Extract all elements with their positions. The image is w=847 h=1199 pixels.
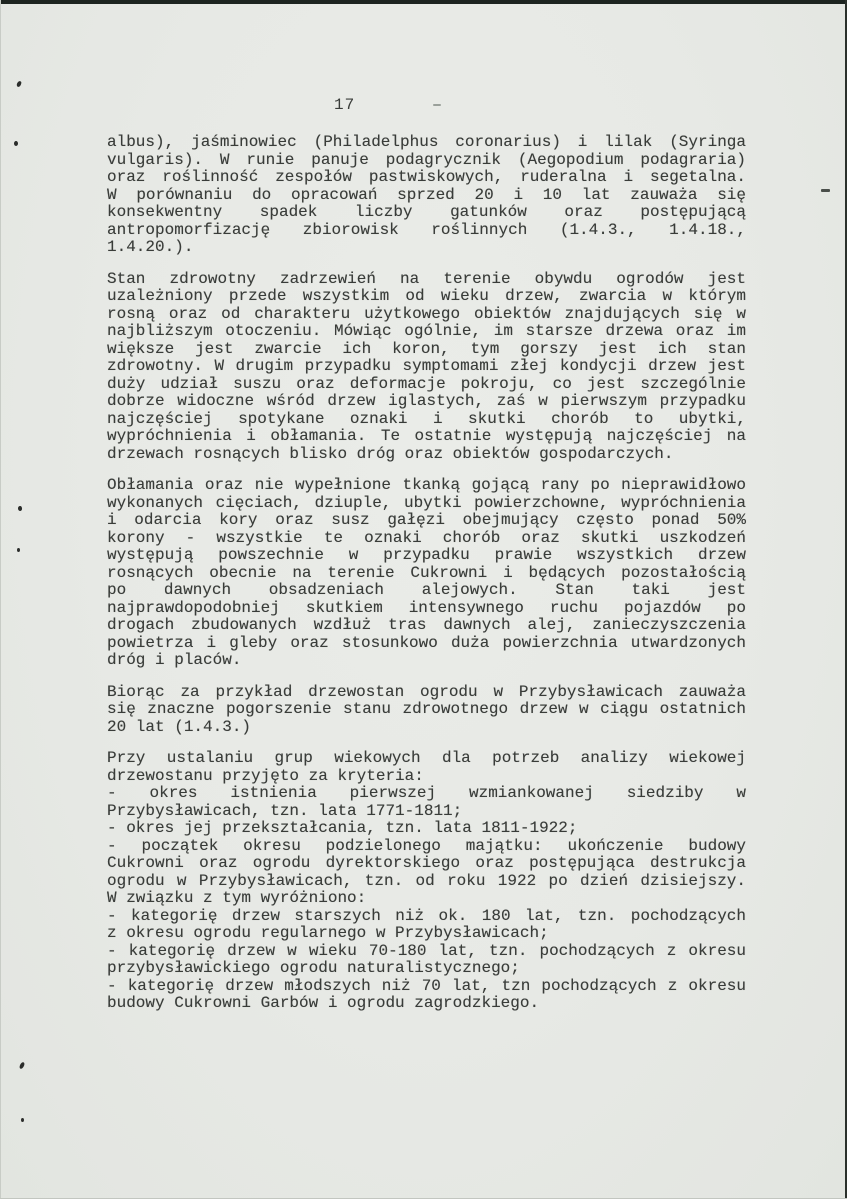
text-line: Cukrowni oraz ogrodu dyrektorskiego oraz postępująca destrukcja [107, 854, 746, 872]
text-line: 1.4.20.). [107, 238, 194, 256]
text-line: najprawdopodobniej skutkiem intensywnego ruchu pojazdów po [107, 598, 746, 617]
text-line: drzewostanu przyjęto za kryteria: [107, 766, 424, 785]
text-line: najczęściej spotykane oznaki i skutki chorób to ubytki, [107, 409, 746, 428]
page-number: 17 [334, 96, 356, 114]
text-line: ogrodu w Przybysławicach, tzn. od roku 1922 po dzień dzisiejszy. [107, 871, 746, 890]
text-line: - kategorię drzew w wieku 70-180 lat, tzn. pochodzących z okresu [107, 941, 746, 960]
text-line: konsekwentny spadek liczby gatunków oraz postępującą [107, 203, 746, 221]
text-line: - okres istnienia pierwszej wzmiankowanej siedziby w [107, 784, 746, 802]
ink-speck [19, 1062, 25, 1070]
text-line: powietrza i gleby oraz stosunkowo duża powierzchnia utwardzonych [107, 633, 746, 652]
text-line: przybysławickiego ogrodu naturalistycznego; [107, 959, 520, 977]
text-line: po dawnych obsadzeniach alejowych. Stan taki jest [107, 581, 746, 599]
text-line: drogach zbudowanych wzdłuż tras dawnych alej, zanieczyszczenia [107, 616, 746, 634]
text-line: i odarcia kory oraz susz gałęzi obejmujący często ponad 50% [107, 511, 746, 529]
text-line: duży udział suszu oraz deformacje pokroju, co jest szczególnie [107, 374, 746, 393]
paragraph [107, 684, 746, 737]
text-line: korony - wszystkie te oznaki chorób oraz skutki uszkodzeń [107, 528, 746, 547]
text-line: się znaczne pogorszenie stanu zdrowotnego drzew w ciągu ostatnich [107, 700, 746, 718]
text-line: większe jest zwarcie ich koron, tym gorszy jest ich stan [107, 339, 746, 358]
text-line: W porównaniu do opracowań sprzed 20 i 10 lat zauważa się [107, 185, 746, 204]
ink-speck [14, 141, 18, 146]
text-line: najbliższym otoczeniu. Mówiąc ogólnie, im starsze drzewa oraz im [107, 322, 746, 340]
text-line: oraz roślinność zespołów pastwiskowych, ruderalna i segetalna. [107, 168, 746, 186]
paragraph [107, 750, 746, 1013]
text-line: Biorąc za przykład drzewostan ogrodu w Przybysławicach zauważa [107, 682, 746, 701]
text-line: wykonanych cięciach, dziuple, ubytki powierzchowne, wypróchnienia [107, 493, 746, 512]
text-line: albus), jaśminowiec (Philadelphus coronarius) i lilak (Syringa [107, 133, 746, 151]
text-line: dróg i placów. [107, 651, 242, 669]
text-line: Przybysławicach, tzn. lata 1771-1811; [107, 801, 463, 820]
scan-edge-left [0, 0, 1, 1199]
text-line: 20 lat (1.4.3.) [107, 717, 252, 736]
text-line: Obłamania oraz nie wypełnione tkanką gojącą rany po nieprawidłowo [107, 476, 746, 494]
scan-smudge [821, 189, 830, 192]
text-line: vulgaris). W runie panuje podagrycznik (Aegopodium podagraria) [107, 150, 746, 169]
text-line: uzależniony przede wszystkim od wieku drzew, zwarcia w którym [107, 287, 746, 305]
text-line: wypróchnienia i obłamania. Te ostatnie występują najczęściej na [107, 427, 746, 445]
text-line: budowy Cukrowni Garbów i ogrodu zagrodzkiego. [107, 994, 540, 1012]
text-line: - okres jej przekształcania, tzn. lata 1811-1922; [107, 819, 578, 837]
text-line: rosną oraz od charakteru użytkowego obiektów znajdujących się w [107, 304, 746, 323]
ink-speck [16, 81, 22, 88]
text-line: z okresu ogrodu regularnego w Przybysławicach; [107, 924, 549, 942]
text-line: dobrze widoczne wśród drzew iglastych, zaś w pierwszym przypadku [107, 392, 746, 410]
ink-speck [18, 506, 23, 512]
text-line: zdrowotny. W drugim przypadku symptomami złej kondycji drzew jest [107, 357, 746, 375]
scan-smudge [433, 104, 441, 106]
text-line: występują powszechnie w przypadku prawie wszystkich drzew [107, 546, 746, 564]
ink-speck [17, 548, 20, 552]
text-line: drzewach rosnących blisko dróg oraz obiektów gospodarczych. [107, 444, 674, 463]
text-line: antropomorfizację zbiorowisk roślinnych (1.4.3., 1.4.18., [107, 220, 746, 239]
text-line: - kategorię drzew młodszych niż 70 lat, tzn pochodzących z okresu [107, 976, 746, 995]
text-line: W związku z tym wyróżniono: [107, 889, 367, 907]
paragraph [107, 134, 746, 257]
scan-edge-top [0, 0, 847, 4]
text-line: rosnących obecnie na terenie Cukrowni i będących pozostałością [107, 563, 746, 582]
paragraph [107, 477, 746, 670]
text-line: Stan zdrowotny zadrzewień na terenie obywdu ogrodów jest [107, 269, 746, 288]
paragraph [107, 271, 746, 464]
text-line: - kategorię drzew starszych niż ok. 180 lat, tzn. pochodzących [107, 906, 746, 925]
text-line: Przy ustalaniu grup wiekowych dla potrzeb analizy wiekowej [107, 749, 746, 767]
ink-speck [21, 1118, 24, 1122]
text-line: - początek okresu podzielonego majątku: ukończenie budowy [107, 836, 746, 855]
text-body [107, 134, 746, 1027]
